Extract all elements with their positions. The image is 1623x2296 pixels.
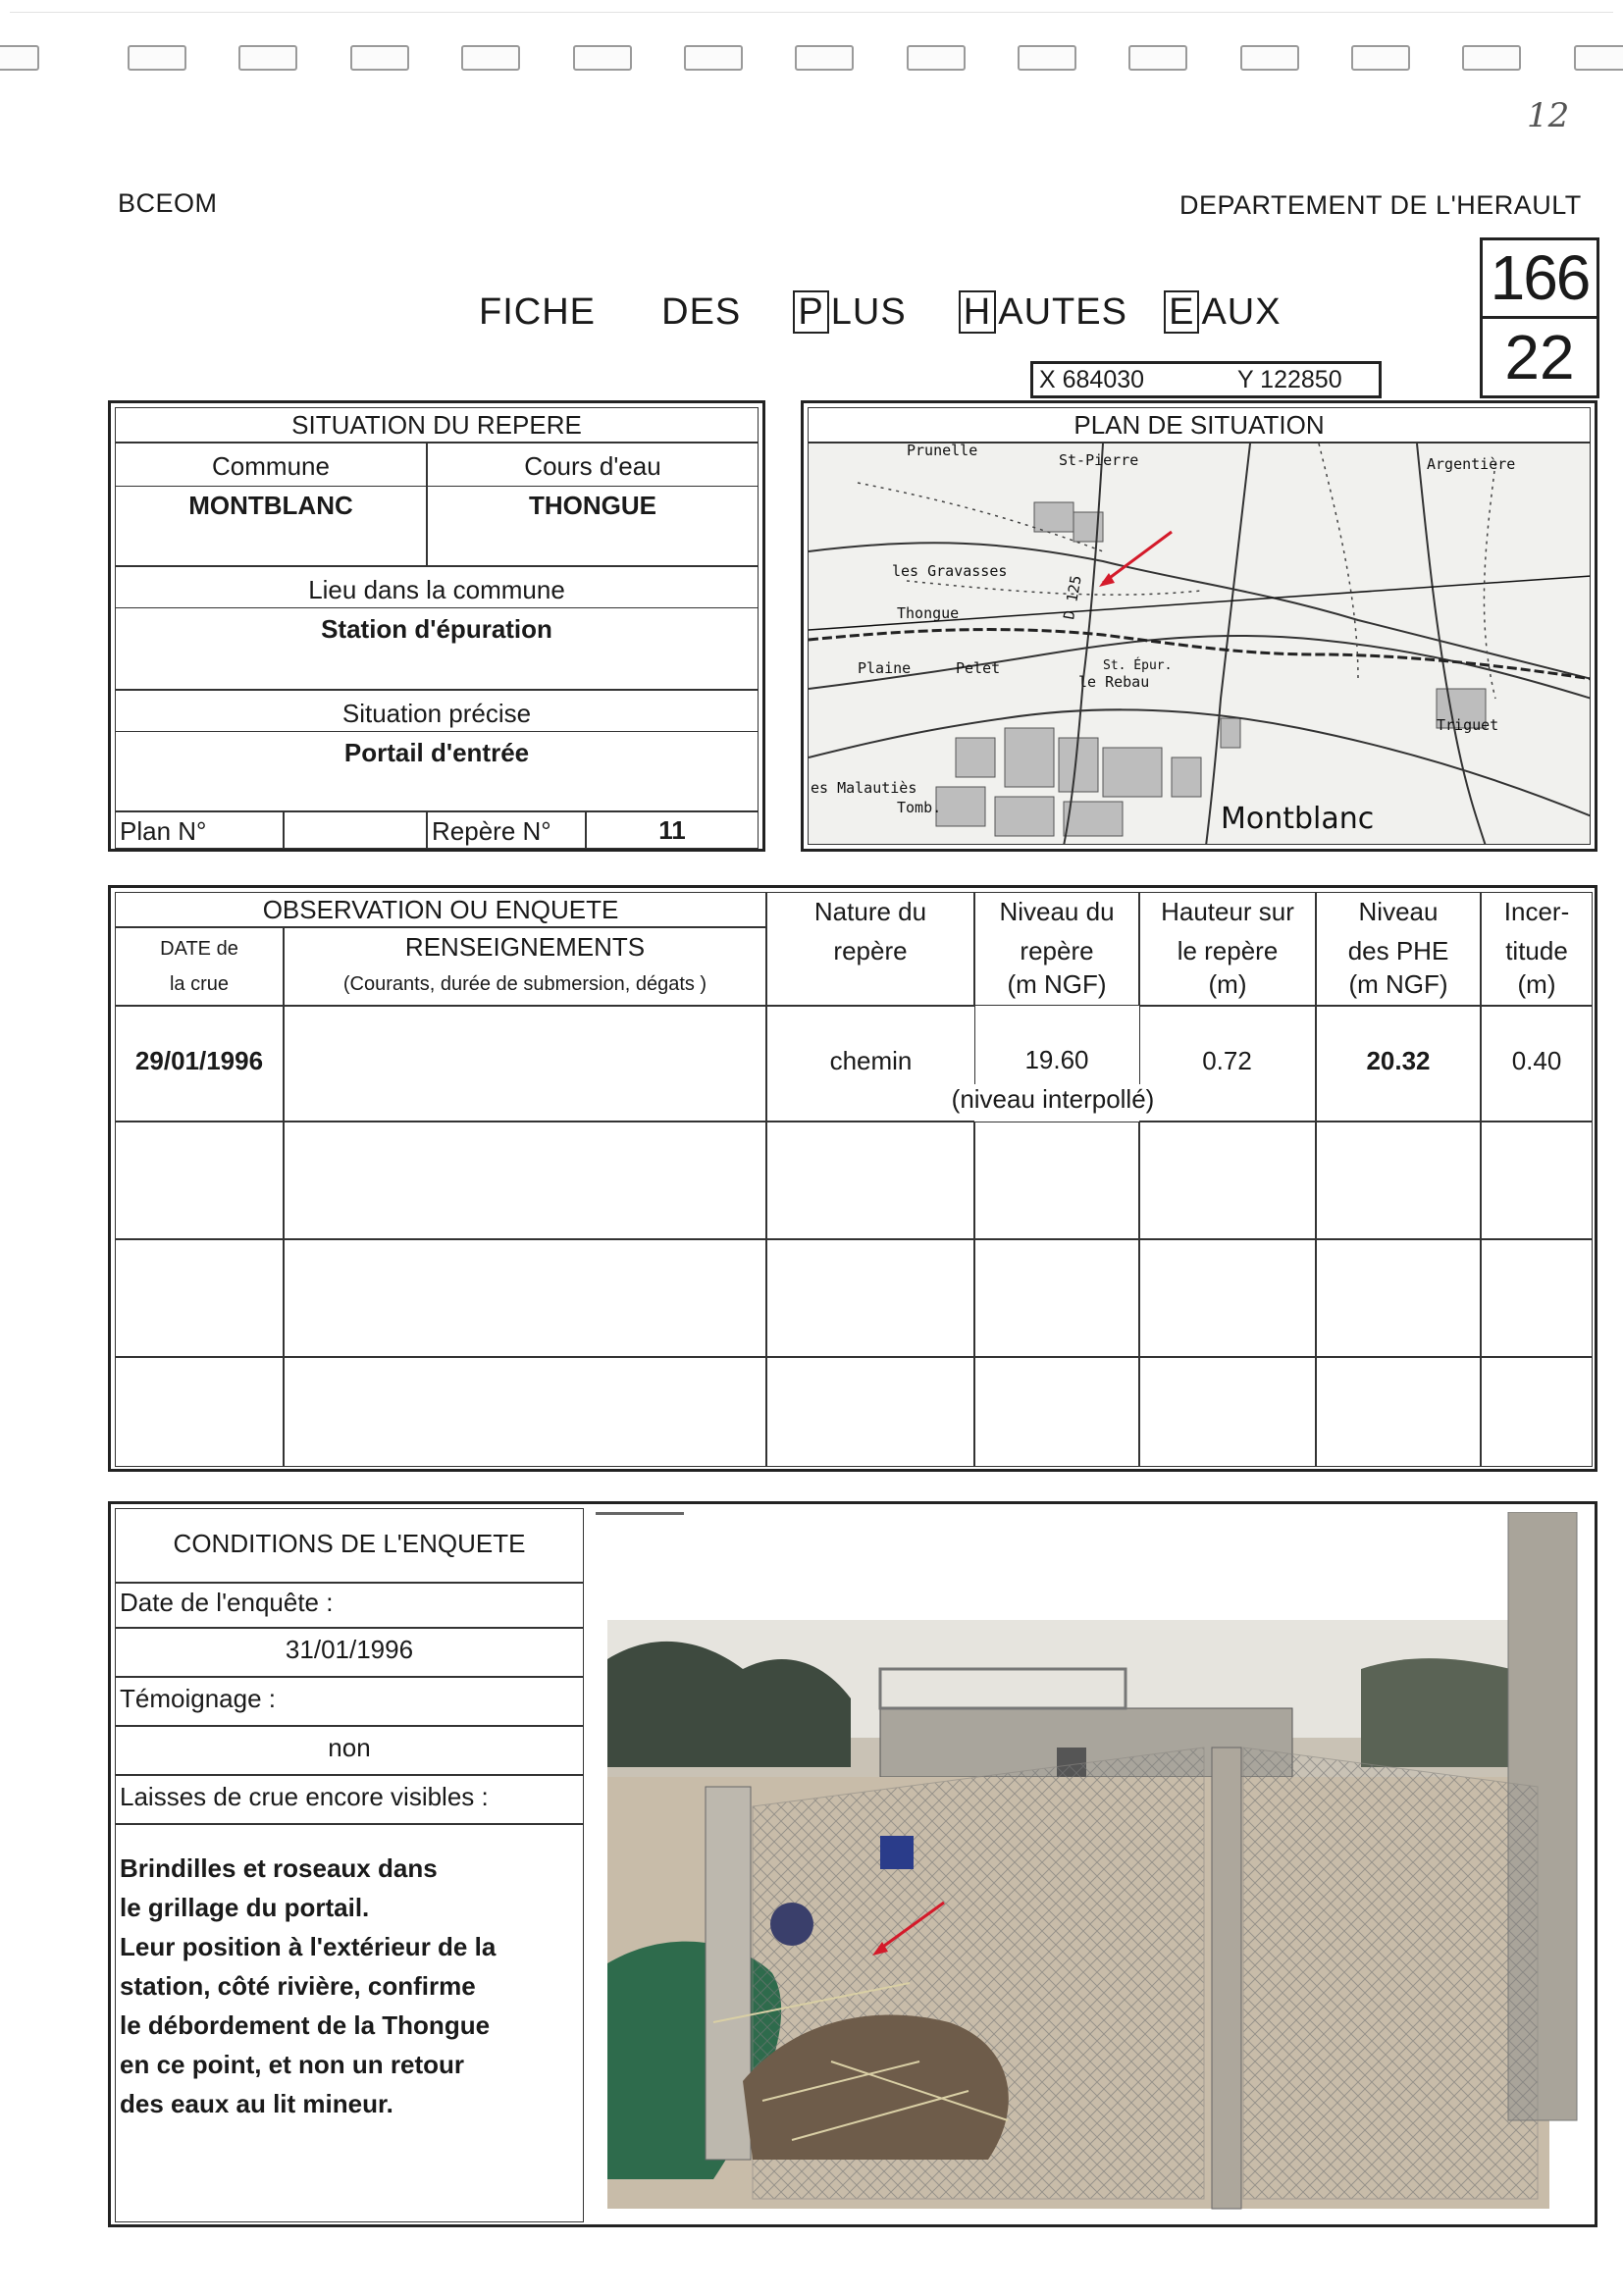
enquete-date-value: 31/01/1996 xyxy=(285,1635,414,1664)
lieu-cell xyxy=(115,566,759,690)
renseignements-header-cell xyxy=(284,927,766,1006)
precise-cell xyxy=(115,690,759,811)
description-line: en ce point, et non un retour xyxy=(120,2050,464,2079)
binder-hole xyxy=(684,45,743,71)
map-label-plaine: Plaine xyxy=(858,659,912,677)
precise-value: Portail d'entrée xyxy=(343,738,530,767)
map-label-thongue: Thongue xyxy=(897,604,960,622)
situation-map xyxy=(808,443,1591,845)
reference-box xyxy=(1480,237,1599,398)
title-word-aux: AUX xyxy=(1201,291,1282,333)
niveau-header-3: (m NGF) xyxy=(1007,969,1107,999)
map-section xyxy=(801,400,1597,852)
title-letter-h: H xyxy=(959,290,996,334)
org-name: BCEOM xyxy=(118,188,218,218)
divider xyxy=(116,1823,583,1825)
title-word-des: DES xyxy=(661,291,742,333)
table-row-empty xyxy=(115,1357,284,1467)
map-label-argentiere: Argentière xyxy=(1427,455,1516,473)
row1-niveau-cell xyxy=(974,1006,1139,1084)
row1-date: 29/01/1996 xyxy=(134,1046,264,1075)
table-row-empty xyxy=(766,1122,974,1239)
laisses-description xyxy=(120,1849,496,2123)
map-label-gravasses: les Gravasses xyxy=(892,562,1008,580)
site-photo xyxy=(596,1512,1589,2217)
table-row-empty xyxy=(115,1122,284,1239)
map-label-st-pierre: St-Pierre xyxy=(1059,451,1139,469)
commune-label: Commune xyxy=(212,451,330,481)
date-header-cell xyxy=(115,927,284,1006)
row1-phe: 20.32 xyxy=(1366,1046,1431,1075)
map-label-malautiers: es Malautiès xyxy=(811,779,917,797)
divider xyxy=(427,486,759,487)
coordinate-x: X 684030 xyxy=(1039,366,1145,393)
title-letter-p: P xyxy=(793,290,828,334)
situation-heading: SITUATION DU REPERE xyxy=(115,407,759,443)
description-line: des eaux au lit mineur. xyxy=(120,2089,393,2118)
enquete-date-label: Date de l'enquête : xyxy=(120,1588,334,1617)
binder-hole xyxy=(1240,45,1299,71)
conditions-heading: CONDITIONS DE L'ENQUETE xyxy=(173,1529,526,1558)
table-row-empty xyxy=(284,1239,766,1357)
incertitude-header-3: (m) xyxy=(1517,969,1556,999)
hauteur-header-1: Hauteur sur xyxy=(1161,897,1294,926)
photo-drawing xyxy=(596,1512,1589,2217)
description-line: le grillage du portail. xyxy=(120,1893,370,1922)
row1-renseignements-cell xyxy=(284,1006,766,1122)
map-label-road: D 125 xyxy=(1060,574,1085,621)
table-row-empty xyxy=(1139,1122,1316,1239)
row1-phe-cell xyxy=(1316,1006,1481,1122)
plan-label-cell xyxy=(115,811,284,849)
incertitude-header-2: titude xyxy=(1505,936,1568,965)
table-row-empty xyxy=(974,1357,1139,1467)
hauteur-header-3: (m) xyxy=(1208,969,1247,999)
phe-header-cell xyxy=(1316,892,1481,1006)
niveau-header-cell xyxy=(974,892,1139,1006)
map-label-prunelle: Prunelle xyxy=(907,444,978,459)
lieu-label: Lieu dans la commune xyxy=(308,575,565,604)
department-name: DEPARTEMENT DE L'HERAULT xyxy=(1179,190,1582,220)
table-row-empty xyxy=(1139,1239,1316,1357)
map-drawing xyxy=(809,444,1591,845)
title-word-fiche: FICHE xyxy=(479,291,596,333)
title-letter-e: E xyxy=(1164,290,1199,334)
divider xyxy=(974,1006,975,1084)
table-row-empty xyxy=(284,1122,766,1239)
map-heading: PLAN DE SITUATION xyxy=(808,407,1591,443)
cours-eau-value: THONGUE xyxy=(529,491,656,520)
divider xyxy=(116,1725,583,1727)
binder-hole xyxy=(128,45,186,71)
table-row-empty xyxy=(974,1239,1139,1357)
divider xyxy=(115,486,427,487)
phe-header-1: Niveau xyxy=(1358,897,1439,926)
hauteur-header-2: le repère xyxy=(1177,936,1279,965)
divider xyxy=(116,1676,583,1678)
hauteur-header-cell xyxy=(1139,892,1316,1006)
cours-eau-cell xyxy=(427,443,759,566)
incertitude-header-cell xyxy=(1481,892,1593,1006)
coordinates-box xyxy=(1030,361,1382,398)
binder-hole xyxy=(1574,45,1623,71)
nature-header-2: repère xyxy=(833,936,908,965)
row1-hauteur: 0.72 xyxy=(1202,1046,1252,1075)
page-edge-line xyxy=(10,12,1613,13)
lieu-value: Station d'épuration xyxy=(321,614,552,644)
binder-hole xyxy=(1128,45,1187,71)
map-label-tomb: Tomb. xyxy=(897,799,942,816)
table-row-empty xyxy=(1316,1122,1481,1239)
table-row-empty xyxy=(766,1357,974,1467)
table-row-empty xyxy=(284,1357,766,1467)
niveau-header-2: repère xyxy=(1020,936,1094,965)
repere-value: 11 xyxy=(658,815,686,845)
table-row-empty xyxy=(115,1239,284,1357)
binder-hole xyxy=(0,45,39,71)
nature-header-1: Nature du xyxy=(813,897,927,926)
coordinate-y: Y 122850 xyxy=(1237,366,1342,393)
renseignements-sub: (Courants, durée de submersion, dégats ) xyxy=(342,973,707,995)
conditions-section xyxy=(108,1501,1597,2227)
precise-label: Situation précise xyxy=(341,699,532,728)
commune-value: MONTBLANC xyxy=(188,491,353,520)
row1-incertitude-cell xyxy=(1481,1006,1593,1122)
repere-label: Repère N° xyxy=(432,816,551,846)
conditions-panel xyxy=(115,1508,584,2222)
table-row-empty xyxy=(1316,1357,1481,1467)
page-title xyxy=(479,290,1282,334)
binder-hole xyxy=(795,45,854,71)
map-label-montblanc: Montblanc xyxy=(1221,802,1375,836)
observation-section xyxy=(108,885,1597,1472)
description-line: station, côté rivière, confirme xyxy=(120,1971,476,2001)
description-line: Brindilles et roseaux dans xyxy=(120,1853,438,1883)
binder-hole xyxy=(350,45,409,71)
table-row-empty xyxy=(1481,1122,1593,1239)
divider xyxy=(116,1627,583,1629)
divider xyxy=(115,607,759,608)
incertitude-header-1: Incer- xyxy=(1503,897,1570,926)
table-row-empty xyxy=(766,1239,974,1357)
binder-hole xyxy=(1462,45,1521,71)
cours-eau-label: Cours d'eau xyxy=(524,451,661,481)
repere-value-cell xyxy=(586,811,759,849)
date-header-2: la crue xyxy=(169,973,230,995)
description-line: le débordement de la Thongue xyxy=(120,2010,491,2040)
binder-hole xyxy=(907,45,966,71)
situation-section xyxy=(108,400,765,852)
repere-label-cell xyxy=(427,811,586,849)
table-row-empty xyxy=(1139,1357,1316,1467)
map-label-pelet: Pelet xyxy=(956,659,1001,677)
table-row-empty xyxy=(1316,1239,1481,1357)
phe-header-2: des PHE xyxy=(1347,936,1449,965)
temoignage-value: non xyxy=(328,1733,371,1762)
date-header-1: DATE de xyxy=(160,938,238,960)
row1-incertitude: 0.40 xyxy=(1511,1046,1562,1075)
binder-hole xyxy=(1351,45,1410,71)
map-label-rebau: le Rebau xyxy=(1078,673,1150,691)
divider xyxy=(116,1582,583,1584)
nature-header-cell xyxy=(766,892,974,1006)
row1-interpolation-note: (niveau interpollé) xyxy=(951,1084,1155,1114)
plan-label: Plan N° xyxy=(120,816,207,846)
title-word-autes: AUTES xyxy=(998,291,1127,333)
row1-hauteur-cell xyxy=(1139,1006,1316,1122)
binder-hole xyxy=(573,45,632,71)
binder-hole xyxy=(238,45,297,71)
phe-header-3: (m NGF) xyxy=(1348,969,1448,999)
binder-holes xyxy=(0,45,1623,75)
reference-number-top: 166 xyxy=(1483,240,1597,319)
observation-heading-cell xyxy=(115,892,766,927)
binder-hole xyxy=(1018,45,1076,71)
map-label-st-epur: St. Épur. xyxy=(1103,658,1173,673)
renseignements-header: RENSEIGNEMENTS xyxy=(404,932,646,962)
binder-hole xyxy=(461,45,520,71)
divider xyxy=(116,1774,583,1776)
title-word-lus: LUS xyxy=(830,291,907,333)
table-row-empty xyxy=(974,1122,1139,1239)
row1-date-cell xyxy=(115,1006,284,1122)
page-number: 12 xyxy=(1527,96,1570,135)
row1-niveau: 19.60 xyxy=(1024,1045,1089,1074)
temoignage-label: Témoignage : xyxy=(120,1684,276,1713)
table-row-empty xyxy=(1481,1357,1593,1467)
table-row-empty xyxy=(1481,1239,1593,1357)
plan-value-cell xyxy=(284,811,427,849)
niveau-header-1: Niveau du xyxy=(999,897,1115,926)
laisses-label: Laisses de crue encore visibles : xyxy=(120,1782,489,1811)
map-label-triguet: Triguet xyxy=(1437,716,1499,734)
commune-cell xyxy=(115,443,427,566)
description-line: Leur position à l'extérieur de la xyxy=(120,1932,497,1961)
row1-nature: chemin xyxy=(829,1046,913,1075)
reference-number-bottom: 22 xyxy=(1504,322,1575,392)
observation-heading: OBSERVATION OU ENQUETE xyxy=(262,895,619,924)
divider xyxy=(115,731,759,732)
